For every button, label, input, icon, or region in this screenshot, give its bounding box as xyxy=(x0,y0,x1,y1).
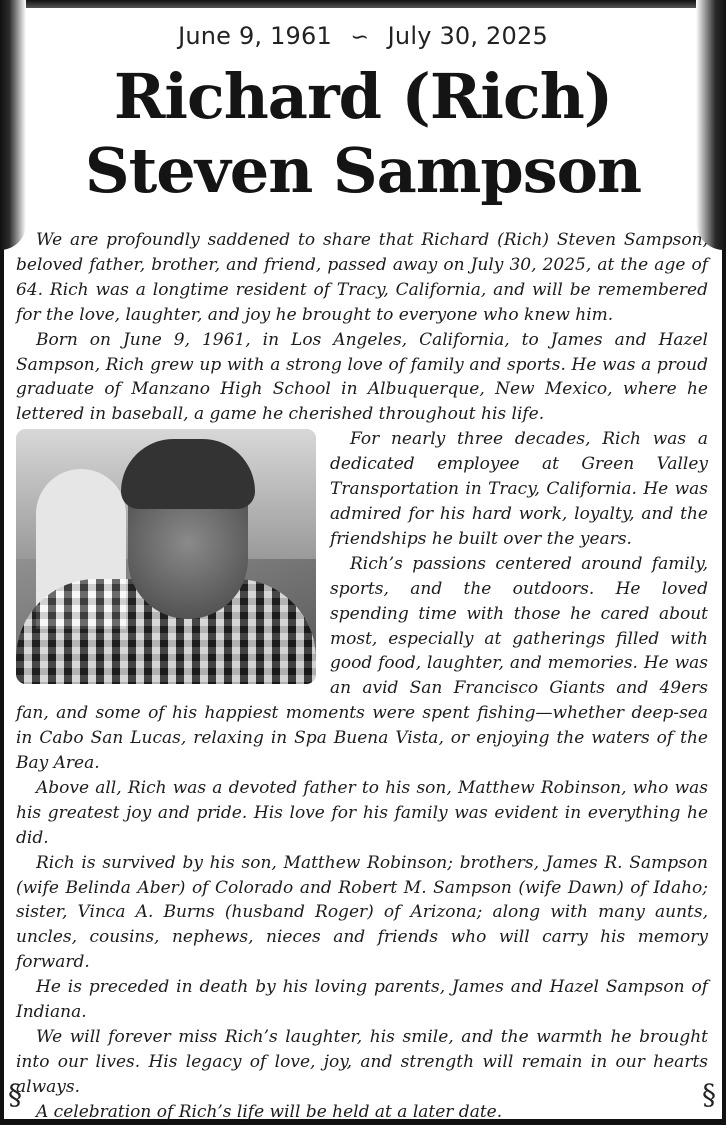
life-dates xyxy=(0,22,726,50)
paragraph-5: Above all, Rich was a devoted father to his son, Matthew Robinson, who was his greatest joy and pride. His love for his family was evident in everything he did. xyxy=(16,777,708,848)
paragraph-9: A celebration of Rich’s life will be held at a later date. xyxy=(36,1101,503,1122)
name-line-1: Richard (Rich) xyxy=(113,60,613,133)
left-flourish-icon: § xyxy=(8,1078,22,1111)
obituary-text xyxy=(16,228,708,1125)
paragraph-6: Rich is survived by his son, Matthew Robinson; brothers, James R. Sampson (wife Belinda Aber) of Colorado and Robert M. Sampson (wife Dawn) of Idaho; sister, Vinca A. Burns (husband Roger) of Arizona; along with many aunts, uncles, cousins, nephews, nieces and friends who will carry his memory forward. xyxy=(16,852,708,973)
birth-date: June 9, 1961 xyxy=(178,22,332,50)
portrait-photo-icon xyxy=(16,429,316,684)
top-border xyxy=(0,0,726,8)
paragraph-1: We are profoundly saddened to share that Richard (Rich) Steven Sampson, beloved father, brother, and friend, passed away on July 30, 2025, at the age of 64. Rich was a longtime resident of Tracy, California, and will be remembered for the love, laughter, and joy he brought to everyone who knew him. xyxy=(16,230,708,325)
death-date: July 30, 2025 xyxy=(387,22,548,50)
name-line-2: Steven Sampson xyxy=(84,134,642,207)
paragraph-7: He is preceded in death by his loving parents, James and Hazel Sampson of Indiana. xyxy=(16,977,708,1023)
paragraph-4: Rich’s passions centered around family, sports, and the outdoors. He loved spending time with those he cared about most, especially at gatherings filled with good food, laughter, and memories. He was an avid San Francisco Giants and 49ers fan, and some of his happiest moments were spent fishing—whether deep-sea in Cabo San Lucas, relaxing in Spa Buena Vista, or enjoying the waters of the Bay Area. xyxy=(16,553,708,774)
right-flourish-icon: § xyxy=(702,1078,716,1111)
paragraph-2: Born on June 9, 1961, in Los Angeles, California, to James and Hazel Sampson, Rich grew up with a strong love of family and sports. He was a proud graduate of Manzano High School in Albuquerque, New Mexico, where he lettered in baseball, a game he cherished throughout his life. xyxy=(16,329,708,425)
swirl-separator-icon: ∽ xyxy=(350,25,370,50)
paragraph-8: We will forever miss Rich’s laughter, his smile, and the warmth he brought into our lives. His legacy of love, joy, and strength will remain in our hearts always. xyxy=(16,1027,708,1097)
paragraph-3: For nearly three decades, Rich was a dedicated employee at Green Valley Transportation in Tracy, California. He was admired for his hard work, loyalty, and the friendships he built over the years. xyxy=(330,429,708,549)
